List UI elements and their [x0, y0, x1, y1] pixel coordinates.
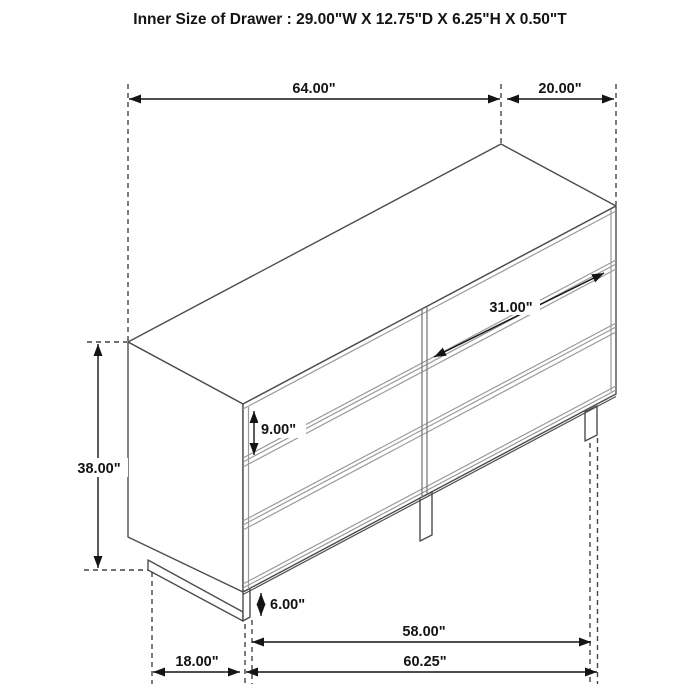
dimension-label: 18.00" — [175, 654, 219, 670]
right-leg — [585, 406, 597, 441]
dimension-label: 38.00" — [77, 461, 121, 477]
dimension-label: 64.00" — [292, 81, 336, 97]
dim-overall-width — [246, 654, 597, 672]
dimension-label: 20.00" — [538, 81, 582, 97]
dresser-drawing — [128, 144, 616, 621]
dimension-label: 58.00" — [402, 624, 446, 640]
dim-overall-height — [71, 344, 128, 568]
dim-side-depth — [153, 654, 240, 672]
dim-top-width — [129, 81, 500, 99]
dimension-label: 31.00" — [489, 300, 533, 316]
dim-base-width — [252, 624, 591, 642]
dimension-label: 9.00" — [261, 422, 297, 438]
dimension-label: 6.00" — [270, 597, 306, 613]
dimension-label: 60.25" — [403, 654, 447, 670]
dim-top-depth — [507, 81, 614, 99]
page-title: Inner Size of Drawer : 29.00"W X 12.75"D X 6.25"H X 0.50"T — [133, 11, 567, 28]
dim-leg-height — [261, 593, 317, 616]
